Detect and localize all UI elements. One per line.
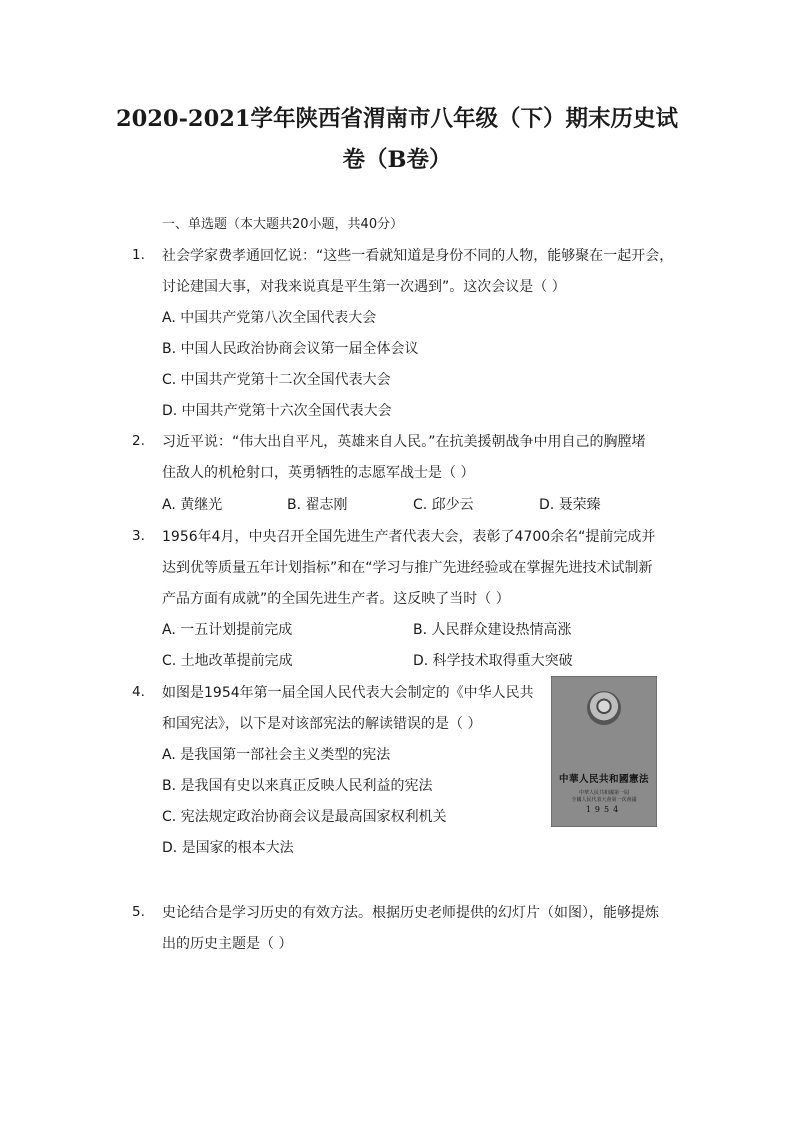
option-b: B. 人民群众建设热情高涨 <box>413 622 572 638</box>
cover-title: 中華人民共和國憲法 <box>558 774 649 785</box>
question-number: 4. <box>132 684 145 700</box>
option-b: B. 翟志刚 <box>287 497 348 513</box>
cover-subtitle-2: 全國人民代表大會第一次會議 <box>571 797 637 803</box>
question-stem-line: 产品方面有成就”的全国先进生产者。这反映了当时（ ） <box>162 591 510 607</box>
constitution-cover-image <box>551 676 657 827</box>
option-d: D. 科学技术取得重大突破 <box>413 653 573 669</box>
cover-subtitle-1: 中華人民共和國第一屆 <box>578 790 629 796</box>
option-d: D. 是国家的根本大法 <box>162 840 294 856</box>
option-d: D. 聂荣臻 <box>539 497 601 513</box>
question-stem-line: 达到优等质量五年计划指标”和在“学习与推广先进经验或在掌握先进技术试制新 <box>162 560 653 576</box>
page-title-line2: 卷（B卷） <box>342 147 452 173</box>
question-stem-line: 和国宪法》，以下是对该部宪法的解读错误的是（ ） <box>162 716 482 732</box>
option-a: A. 中国共产党第八次全国代表大会 <box>162 310 377 326</box>
question-stem-line: 习近平说：“伟大出自平凡，英雄来自人民。”在抗美援朝战争中用自己的胸膛堵 <box>162 434 646 450</box>
page-title-line1: 2020-2021学年陕西省渭南市八年级（下）期末历史试 <box>115 106 679 132</box>
section-heading: 一、单选题（本大题共20小题，共40分） <box>162 217 404 232</box>
option-c: C. 土地改革提前完成 <box>162 653 293 669</box>
question-number: 5. <box>132 904 145 920</box>
question-stem-line: 讨论建国大事，对我来说真是平生第一次遇到”。这次会议是（ ） <box>162 279 566 295</box>
option-a: A. 黄继光 <box>162 497 223 513</box>
question-number: 3. <box>132 528 145 544</box>
option-c: C. 宪法规定政治协商会议是最高国家权利机关 <box>162 809 447 825</box>
option-b: B. 中国人民政治协商会议第一届全体会议 <box>162 341 419 357</box>
question-stem-line: 出的历史主题是（ ） <box>162 936 293 952</box>
option-d: D. 中国共产党第十六次全国代表大会 <box>162 403 392 419</box>
national-emblem-icon <box>587 691 621 725</box>
question-stem-line: 住敌人的机枪射口，英勇牺牲的志愿军战士是（ ） <box>162 465 475 481</box>
option-b: B. 是我国有史以来真正反映人民利益的宪法 <box>162 778 433 794</box>
question-number: 2. <box>132 433 145 449</box>
question-number: 1. <box>132 247 145 263</box>
question-stem-line: 如图是1954年第一届全国人民代表大会制定的《中华人民共 <box>162 685 534 701</box>
question-stem-line: 社会学家费孝通回忆说：“这些一看就知道是身份不同的人物，能够聚在一起开会， <box>162 248 674 264</box>
option-a: A. 是我国第一部社会主义类型的宪法 <box>162 747 391 763</box>
cover-year: 1954 <box>585 805 623 814</box>
question-stem-line: 史论结合是学习历史的有效方法。根据历史老师提供的幻灯片（如图），能够提炼 <box>162 905 659 921</box>
option-c: C. 中国共产党第十二次全国代表大会 <box>162 372 391 388</box>
option-a: A. 一五计划提前完成 <box>162 622 293 638</box>
question-stem-line: 1956年4月，中央召开全国先进生产者代表大会，表彰了4700余名“提前完成并 <box>162 529 656 545</box>
option-c: C. 邱少云 <box>413 497 474 513</box>
